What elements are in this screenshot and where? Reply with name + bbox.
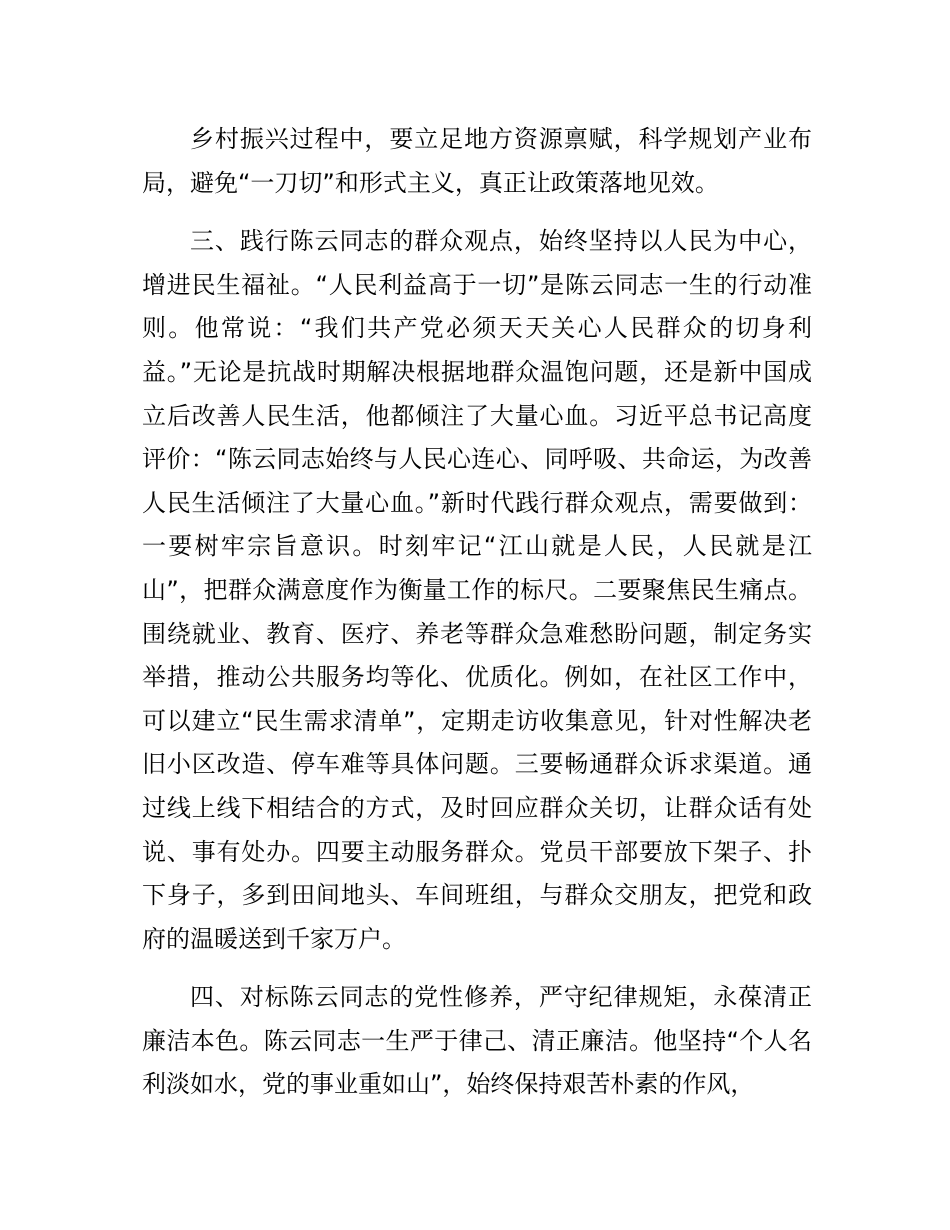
document-page (142, 118, 812, 1107)
paragraph-rural-revitalization: 乡村振兴过程中，要立足地方资源禀赋，科学规划产业布局，避免“一刀切”和形式主义，真正让政策落地见效。 (142, 125, 812, 197)
paragraph-party-spirit: 四、对标陈云同志的党性修养，严守纪律规矩，永葆清正廉洁本色。陈云同志一生严于律己、清正廉洁。他坚持“个人名利淡如水，党的事业重如山”，始终保持艰苦朴素的作风， (142, 983, 812, 1099)
paragraph-mass-viewpoint: 三、践行陈云同志的群众观点，始终坚持以人民为中心，增进民生福祉。“人民利益高于一切”是陈云同志一生的行动准则。他常说：“我们共产党必须天天关心人民群众的切身利益。”无论是抗战时期解决根据地群众温饱问题，还是新中国成立后改善人民生活，他都倾注了大量心血。习近平总书记高度评价：“陈云同志始终与人民心连心、同呼吸、共命运，为改善人民生活倾注了大量心血。”新时代践行群众观点，需要做到：一要树牢宗旨意识。时刻牢记“江山就是人民，人民就是江山”，把群众满意度作为衡量工作的标尺。二要聚焦民生痛点。围绕就业、教育、医疗、养老等群众急难愁盼问题，制定务实举措，推动公共服务均等化、优质化。例如，在社区工作中，可以建立“民生需求清单”，定期走访收集意见，针对性解决老旧小区改造、停车难等具体问题。三要畅通群众诉求渠道。通过线上线下相结合的方式，及时回应群众关切，让群众话有处说、事有处办。四要主动服务群众。党员干部要放下架子、扑下身子，多到田间地头、车间班组，与群众交朋友，把党和政府的温暖送到千家万户。 (142, 227, 812, 953)
